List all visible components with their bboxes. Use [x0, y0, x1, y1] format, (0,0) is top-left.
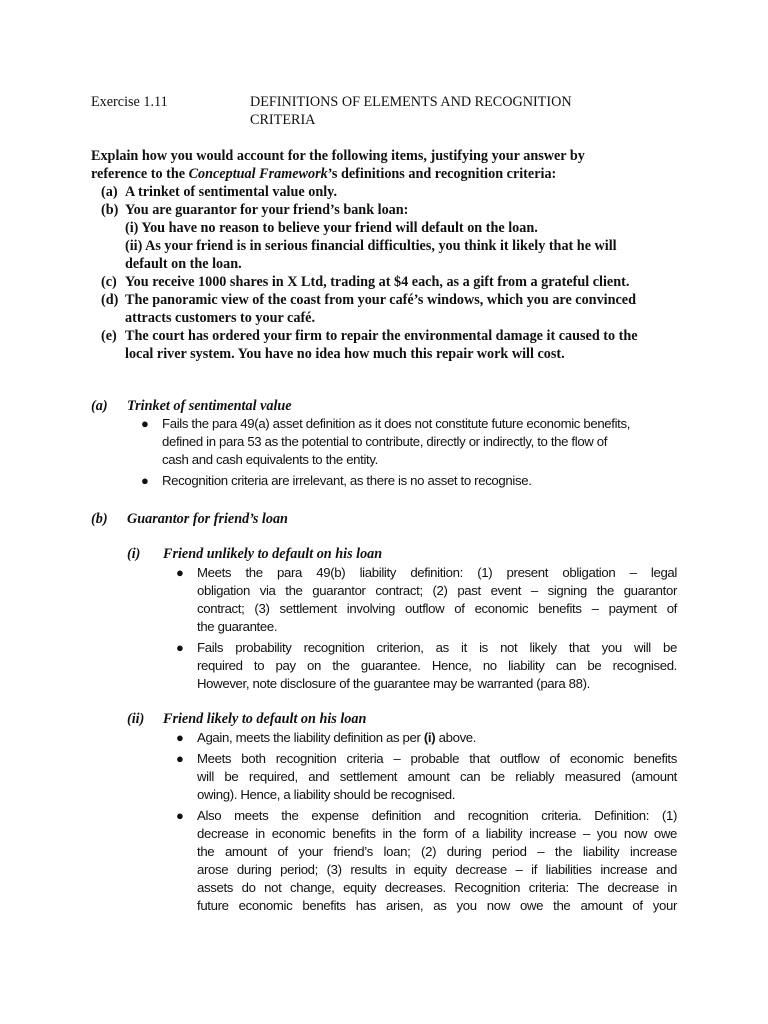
answer-b-ii-bullet3-line4: arose during period; (3) results in equity decrease – if liabilities increase and: [197, 862, 677, 877]
answer-b-ii-bullet3-line1: Also meets the expense definition and recognition criteria. Definition: (1): [197, 808, 677, 823]
answer-b-ii-bullet3-line5: assets do not change, equity decreases. Recognition criteria: The decrease in: [197, 880, 677, 895]
question-item-e-label: (e): [101, 328, 117, 344]
answer-b-ii-bullet2-line1: Meets both recognition criteria – probable that outflow of economic benefits: [197, 751, 677, 766]
question-item-e-line2: local river system. You have no idea how much this repair work will cost.: [125, 346, 565, 362]
answer-b-heading: Guarantor for friend’s loan: [127, 511, 288, 527]
answer-b-ii-heading: Friend likely to default on his loan: [163, 711, 367, 727]
answer-a-label: (a): [91, 398, 108, 414]
bullet-dot-icon: ●: [176, 751, 184, 766]
answer-b-i-bullet2-line3: However, note disclosure of the guarantee may be warranted (para 88).: [197, 676, 590, 691]
answer-b-ii-bullet1: Again, meets the liability definition as per (i) above.: [197, 730, 477, 745]
answer-b-ii-label: (ii): [127, 711, 145, 727]
question-item-a-label: (a): [101, 184, 118, 200]
answer-a-bullet1-line2: defined in para 53 as the potential to contribute, directly or indirectly, to the flow of: [162, 434, 608, 449]
question-item-a: A trinket of sentimental value only.: [125, 184, 338, 200]
answer-b-i-bullet1-line4: the guarantee.: [197, 619, 278, 634]
bullet-dot-icon: ●: [141, 473, 149, 488]
question-intro-line2: reference to the Conceptual Framework’s definitions and recognition criteria:: [91, 166, 557, 182]
answer-b-ii-bullet2-line2: will be required, and settlement amount can be reliably measured (amount: [197, 769, 677, 784]
answer-b-i-bullet1-line1: Meets the para 49(b) liability definition: (1) present obligation – legal: [197, 565, 677, 580]
answer-b-i-label: (i): [127, 546, 141, 562]
answer-b-i-heading: Friend unlikely to default on his loan: [163, 546, 383, 562]
question-item-b-i: (i) You have no reason to believe your friend will default on the loan.: [125, 220, 538, 236]
answer-b-i-bullet1-line2: obligation via the guarantor contract; (2) past event – signing the guarantor: [197, 583, 677, 598]
answer-b-i-bullet2-line2: required to pay on the guarantee. Hence, no liability can be recognised.: [197, 658, 677, 673]
answer-b-i-bullet1-line3: contract; (3) settlement involving outflow of economic benefits – payment of: [197, 601, 677, 616]
bullet-dot-icon: ●: [176, 565, 184, 580]
bullet-dot-icon: ●: [176, 808, 184, 823]
answer-a-bullet1-line3: cash and cash equivalents to the entity.: [162, 452, 378, 467]
question-item-b: You are guarantor for your friend’s bank loan:: [125, 202, 409, 218]
question-item-c-label: (c): [101, 274, 117, 290]
bullet-dot-icon: ●: [176, 730, 184, 745]
answer-b-i-bullet2-line1: Fails probability recognition criterion, as it is not likely that you will be: [197, 640, 677, 655]
exercise-number: Exercise 1.11: [91, 94, 168, 110]
question-item-b-ii-line1: (ii) As your friend is in serious financial difficulties, you think it likely that he will: [125, 238, 617, 254]
answer-b-ii-bullet3-line3: the amount of your friend’s loan; (2) during period – the liability increase: [197, 844, 677, 859]
question-item-e-line1: The court has ordered your firm to repair the environmental damage it caused to the: [125, 328, 638, 344]
answer-b-ii-bullet3-line6: future economic benefits has arisen, as you now owe the amount of your: [197, 898, 677, 913]
exercise-title-line2: CRITERIA: [250, 112, 316, 128]
framework-title: Conceptual Framework: [188, 166, 328, 182]
question-item-d-label: (d): [101, 292, 119, 308]
question-item-b-label: (b): [101, 202, 119, 218]
answer-b-label: (b): [91, 511, 108, 527]
question-item-d-line2: attracts customers to your café.: [125, 310, 316, 326]
answer-a-bullet2: Recognition criteria are irrelevant, as there is no asset to recognise.: [162, 473, 532, 488]
answer-a-bullet1-line1: Fails the para 49(a) asset definition as it does not constitute future economic benefits,: [162, 416, 631, 431]
answer-b-ii-bullet2-line3: owing). Hence, a liability should be recognised.: [197, 787, 456, 802]
bullet-dot-icon: ●: [176, 640, 184, 655]
question-item-d-line1: The panoramic view of the coast from your café’s windows, which you are convinced: [125, 292, 636, 308]
question-item-b-ii-line2: default on the loan.: [125, 256, 242, 272]
question-item-c: You receive 1000 shares in X Ltd, trading at $4 each, as a gift from a grateful client.: [125, 274, 630, 290]
answer-b-ii-bullet3-line2: decrease in economic benefits in the form of a liability increase – you now owe: [197, 826, 677, 841]
answer-a-heading: Trinket of sentimental value: [127, 398, 292, 414]
bullet-dot-icon: ●: [141, 416, 149, 431]
exercise-title-line1: DEFINITIONS OF ELEMENTS AND RECOGNITION: [250, 94, 572, 110]
question-intro-line1: Explain how you would account for the following items, justifying your answer by: [91, 148, 585, 164]
